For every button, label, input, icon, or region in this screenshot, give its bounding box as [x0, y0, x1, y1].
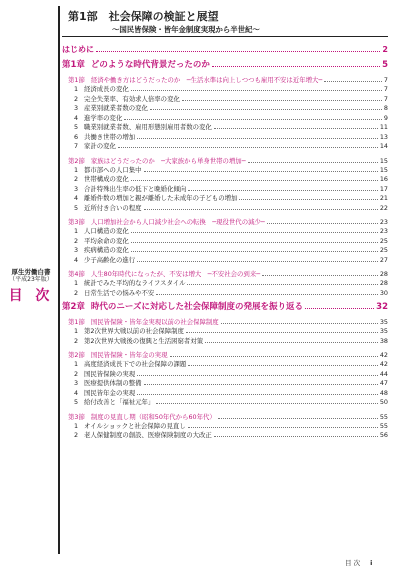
- toc-item-title: 第2次世界大戦後の復興と生活困窮者対策: [84, 336, 204, 345]
- toc-section[interactable]: [62, 269, 388, 278]
- toc-item-page: 47: [379, 379, 388, 387]
- toc-intro[interactable]: [62, 44, 388, 55]
- toc-section-page: 28: [379, 270, 388, 278]
- leader-dots: [221, 317, 378, 324]
- toc-item-page: 50: [379, 398, 388, 406]
- leader-dots: [262, 269, 378, 276]
- toc-section-label: [68, 217, 265, 226]
- toc-item[interactable]: [62, 278, 388, 288]
- toc-section-number: 第1節: [68, 76, 85, 84]
- toc-item[interactable]: [62, 245, 388, 255]
- toc-item-page: 38: [379, 336, 388, 345]
- toc-item-number: 3: [74, 379, 79, 387]
- leader-dots: [188, 421, 378, 428]
- toc-item-title: 合計特殊出生率の低下と晩婚化傾向: [84, 184, 187, 193]
- toc-item-number: 4: [74, 194, 79, 202]
- toc-section-title: 経済や働き方はどうだったのか ─生活水準は向上しつつも雇用不安は近年増大─: [90, 76, 323, 84]
- toc-section[interactable]: [62, 75, 388, 84]
- toc-item-title: 第2次世界大戦以前の社会保障制度: [84, 327, 184, 335]
- leader-dots: [144, 203, 378, 210]
- toc-item-title: 家計の変化: [84, 142, 116, 150]
- toc-item-label: [74, 226, 129, 235]
- leader-dots: [96, 45, 380, 52]
- leader-dots: [137, 255, 378, 262]
- toc-item-label: [74, 141, 116, 150]
- toc-item-title: 完全失業率、有効求人倍率の変化: [84, 94, 180, 103]
- toc-section-number: 第2節: [68, 351, 85, 359]
- toc-item-number: 2: [74, 431, 79, 439]
- leader-dots: [137, 388, 378, 395]
- toc-section-page: 35: [379, 318, 388, 326]
- toc-item-number: 5: [74, 398, 79, 406]
- toc-item-page: 56: [379, 431, 388, 439]
- toc-item[interactable]: [62, 378, 388, 388]
- toc-item-page: 7: [383, 94, 388, 103]
- toc-item-label: [74, 430, 212, 439]
- toc-item[interactable]: [62, 165, 388, 175]
- toc-section[interactable]: [62, 317, 388, 326]
- toc-item[interactable]: [62, 84, 388, 94]
- toc-chapter-number: 第2章: [62, 302, 85, 312]
- toc-item-label: [74, 326, 184, 335]
- leader-dots: [124, 113, 382, 120]
- toc-section-label: [68, 350, 168, 359]
- toc-item-title: 経済成長の変化: [84, 85, 129, 93]
- toc-section-title: 国民皆保険・皆年金実現以前の社会保障制度: [90, 318, 219, 326]
- toc-item-label: [74, 288, 154, 297]
- toc-item-label: [74, 132, 135, 141]
- toc-item-number: 6: [74, 132, 79, 141]
- leader-dots: [188, 359, 378, 366]
- toc-section-page: 42: [379, 351, 388, 359]
- toc-item-title: 国民皆年金の実現: [84, 388, 136, 397]
- toc-item[interactable]: [62, 132, 388, 142]
- toc-item-number: 2: [74, 369, 79, 378]
- toc-chapter-label: [62, 300, 303, 312]
- toc-item-number: 4: [74, 113, 79, 122]
- toc-item-number: 3: [74, 246, 79, 254]
- toc-chapter-page: 5: [382, 60, 388, 70]
- toc-item[interactable]: [62, 255, 388, 265]
- leader-dots: [150, 103, 382, 110]
- part-title: 第1部 社会保障の検証と展望: [68, 10, 219, 23]
- toc-item-number: 1: [74, 279, 79, 287]
- leader-dots: [305, 302, 374, 309]
- leader-dots: [248, 156, 378, 163]
- toc-chapter-label: [62, 58, 210, 70]
- toc-item-number: 4: [74, 388, 79, 397]
- toc-item[interactable]: [62, 103, 388, 113]
- toc-item[interactable]: [62, 226, 388, 236]
- toc-item-page: 28: [379, 279, 388, 287]
- toc-section-page: 23: [379, 218, 388, 226]
- toc-item-number: 3: [74, 104, 79, 112]
- footer-label: 目 次: [345, 559, 361, 567]
- toc-section[interactable]: [62, 156, 388, 165]
- toc-section[interactable]: [62, 217, 388, 226]
- page-footer: [345, 558, 372, 567]
- toc-item-label: [74, 103, 148, 112]
- toc-list: [62, 44, 388, 440]
- leader-dots: [137, 369, 378, 376]
- publication-year: （平成23年版）: [9, 276, 53, 283]
- toc-item[interactable]: [62, 336, 388, 346]
- toc-item-title: 人口構造の変化: [84, 227, 129, 235]
- toc-item[interactable]: [62, 113, 388, 123]
- leader-dots: [214, 430, 378, 437]
- toc-item-title: 医療提供体制の整備: [84, 379, 142, 387]
- toc-item-number: 2: [74, 336, 79, 345]
- toc-item-number: 4: [74, 255, 79, 264]
- toc-section-page: 15: [379, 156, 388, 165]
- toc-item-label: [74, 255, 135, 264]
- toc-item-title: 離婚件数の増加と親が離婚した未成年の子どもの増加: [84, 194, 238, 202]
- toc-item[interactable]: [62, 236, 388, 246]
- toc-item[interactable]: [62, 203, 388, 213]
- leader-dots: [131, 84, 382, 91]
- toc-section-number: 第3節: [68, 218, 85, 226]
- toc-item-title: 少子高齢化の進行: [84, 255, 136, 264]
- toc-item-page: 44: [379, 369, 388, 378]
- toc-item-label: [74, 184, 186, 193]
- toc-item[interactable]: [62, 94, 388, 104]
- toc-item-label: [74, 278, 185, 287]
- toc-item-number: 1: [74, 227, 79, 235]
- leader-dots: [137, 132, 378, 139]
- toc-item-number: 5: [74, 203, 79, 212]
- toc-item-number: 7: [74, 142, 79, 150]
- toc-item[interactable]: [62, 326, 388, 336]
- leader-dots: [218, 412, 378, 419]
- toc-item-label: [74, 388, 135, 397]
- toc-item[interactable]: [62, 288, 388, 298]
- leader-dots: [131, 236, 378, 243]
- leader-dots: [188, 184, 378, 191]
- toc-item-label: [74, 203, 142, 212]
- footer-page-number: i: [370, 559, 373, 567]
- toc-item-page: 23: [379, 227, 388, 235]
- toc-item-page: 16: [379, 175, 388, 183]
- toc-section-title: 人口増加社会から人口減少社会への転換 ─現役世代の減少─: [90, 218, 265, 226]
- toc-chapter-number: 第1章: [62, 60, 85, 70]
- toc-item-number: 2: [74, 288, 79, 297]
- toc-item[interactable]: [62, 193, 388, 203]
- vertical-rule: [58, 6, 60, 554]
- toc-item-title: 高度経済成長下での社会保障の課題: [84, 360, 187, 368]
- toc-section[interactable]: [62, 350, 388, 359]
- leader-dots: [170, 350, 378, 357]
- toc-item-number: 2: [74, 175, 79, 183]
- toc-chapter[interactable]: [62, 300, 388, 312]
- toc-item-title: 給付改善と「福祉元年」: [84, 398, 155, 406]
- toc-section-title: 家族はどうだったのか ─大家族から単身世帯の増加─: [90, 156, 246, 165]
- toc-item-number: 2: [74, 94, 79, 103]
- toc-section-number: 第1節: [68, 318, 85, 326]
- toc-item-title: 疾病構造の変化: [84, 246, 129, 254]
- toc-item[interactable]: [62, 184, 388, 194]
- toc-item-page: 17: [379, 184, 388, 193]
- toc-item-title: 世帯構成の変化: [84, 175, 129, 183]
- leader-dots: [214, 122, 378, 129]
- toc-item-number: 1: [74, 327, 79, 335]
- toc-item-page: 42: [379, 360, 388, 368]
- header-rule: [62, 36, 388, 37]
- toc-item-title: 老人保健制度の創設、医療保険制度の大改正: [84, 431, 212, 439]
- toc-item-page: 15: [379, 165, 388, 174]
- toc-section-label: [68, 156, 246, 165]
- toc-item-title: 産業別就業者数の変化: [84, 104, 148, 112]
- toc-chapter-title: どのような時代背景だったのか: [90, 60, 210, 70]
- toc-item-label: [74, 245, 129, 254]
- toc-section-page: 55: [379, 412, 388, 421]
- toc-item-label: [74, 193, 237, 202]
- leader-dots: [186, 326, 378, 333]
- toc-item-page: 14: [379, 142, 388, 150]
- leader-dots: [131, 245, 378, 252]
- toc-item-page: 13: [379, 132, 388, 141]
- toc-item-label: [74, 378, 142, 387]
- toc-section-label: [68, 75, 322, 84]
- toc-item-title: オイルショックと社会保障の見直し: [84, 421, 186, 430]
- toc-item-number: 1: [74, 165, 79, 174]
- toc-item-number: 1: [74, 360, 79, 368]
- toc-item-label: [74, 122, 212, 131]
- toc-item-label: [74, 165, 142, 174]
- toc-item[interactable]: [62, 359, 388, 369]
- toc-item-label: [74, 397, 154, 406]
- toc-item-page: 9: [383, 113, 388, 122]
- toc-item-number: 1: [74, 85, 79, 93]
- toc-item[interactable]: [62, 122, 388, 132]
- intro-label: はじめに: [62, 45, 94, 54]
- toc-item-title: 統計でみた平均的なライフスタイル: [84, 279, 186, 287]
- toc-item[interactable]: [62, 369, 388, 379]
- toc-section-label: [68, 317, 219, 326]
- leader-dots: [131, 226, 378, 233]
- toc-chapter[interactable]: [62, 58, 388, 70]
- toc-item-title: 日常生活での悩みや不安: [84, 288, 155, 297]
- toc-item-page: 21: [379, 194, 388, 202]
- toc-chapter-title: 時代のニーズに対応した社会保障制度の発展を振り返る: [90, 302, 303, 312]
- toc-item[interactable]: [62, 430, 388, 440]
- toc-item-label: [74, 84, 129, 93]
- leader-dots: [156, 288, 378, 295]
- leader-dots: [205, 336, 378, 343]
- toc-item-title: 共働き世帯の増加: [84, 132, 136, 141]
- toc-item-title: 国民皆保険の実現: [84, 369, 136, 378]
- toc-section-title: 国民皆保険・皆年金の実現: [90, 351, 168, 359]
- toc-item-page: 48: [379, 388, 388, 397]
- leader-dots: [118, 141, 378, 148]
- toc-item-number: 1: [74, 421, 79, 430]
- toc-item-page: 55: [379, 421, 388, 430]
- toc-section-title: 人生80年時代になったが、不安は増大 ─不安社会の到来─: [90, 270, 261, 278]
- toc-item-number: 3: [74, 184, 79, 193]
- toc-item[interactable]: [62, 421, 388, 431]
- toc-item-label: [74, 369, 135, 378]
- part-subtitle: 〜国民皆保険・皆年金制度実現から半世紀〜: [112, 25, 260, 34]
- toc-item-label: [74, 174, 129, 183]
- leader-dots: [212, 60, 380, 67]
- side-label: [6, 268, 56, 305]
- toc-item-title: 都市部への人口集中: [84, 165, 142, 174]
- toc-item-title: 進学率の変化: [84, 113, 123, 122]
- toc-item-page: 22: [379, 203, 388, 212]
- leader-dots: [182, 94, 382, 101]
- toc-item-page: 30: [379, 288, 388, 297]
- intro-page: 2: [382, 45, 388, 54]
- contents-heading: 目 次: [8, 288, 54, 304]
- leader-dots: [156, 397, 378, 404]
- toc-item-number: 5: [74, 123, 79, 131]
- toc-item-page: 27: [379, 255, 388, 264]
- leader-dots: [131, 174, 378, 181]
- leader-dots: [187, 278, 377, 285]
- leader-dots: [267, 217, 378, 224]
- toc-section-number: 第3節: [68, 412, 85, 421]
- toc-item-title: 近所付き合いの程度: [84, 203, 142, 212]
- leader-dots: [324, 75, 382, 82]
- toc-item-page: 25: [379, 236, 388, 245]
- leader-dots: [239, 193, 377, 200]
- leader-dots: [144, 378, 378, 385]
- toc-item-page: 8: [383, 104, 388, 112]
- toc-item[interactable]: [62, 141, 388, 151]
- toc-section-number: 第4節: [68, 270, 85, 278]
- toc-section-label: [68, 269, 260, 278]
- toc-item-label: [74, 421, 186, 430]
- toc-item-number: 2: [74, 236, 79, 245]
- toc-item-label: [74, 359, 186, 368]
- toc-item-title: 平均余命の変化: [84, 236, 129, 245]
- toc-item[interactable]: [62, 397, 388, 407]
- toc-item[interactable]: [62, 174, 388, 184]
- toc-section-label: [68, 412, 216, 421]
- toc-item-page: 11: [379, 123, 388, 131]
- leader-dots: [144, 165, 378, 172]
- toc-item-page: 35: [379, 327, 388, 335]
- toc-item-label: [74, 94, 180, 103]
- toc-section[interactable]: [62, 412, 388, 421]
- toc-item-label: [74, 113, 122, 122]
- toc-section-number: 第2節: [68, 156, 85, 165]
- toc-item-page: 7: [383, 85, 388, 93]
- toc-item-title: 職業別就業者数、雇用形態別雇用者数の変化: [84, 123, 212, 131]
- toc-section-page: 7: [383, 76, 388, 84]
- toc-item-label: [74, 236, 129, 245]
- toc-item-label: [74, 336, 203, 345]
- toc-section-title: 制度の見直し期（昭和50年代から60年代）: [90, 412, 216, 421]
- toc-chapter-page: 32: [376, 302, 388, 312]
- toc-item[interactable]: [62, 388, 388, 398]
- toc-item-page: 25: [379, 246, 388, 254]
- publication-name: 厚生労働白書: [11, 268, 51, 276]
